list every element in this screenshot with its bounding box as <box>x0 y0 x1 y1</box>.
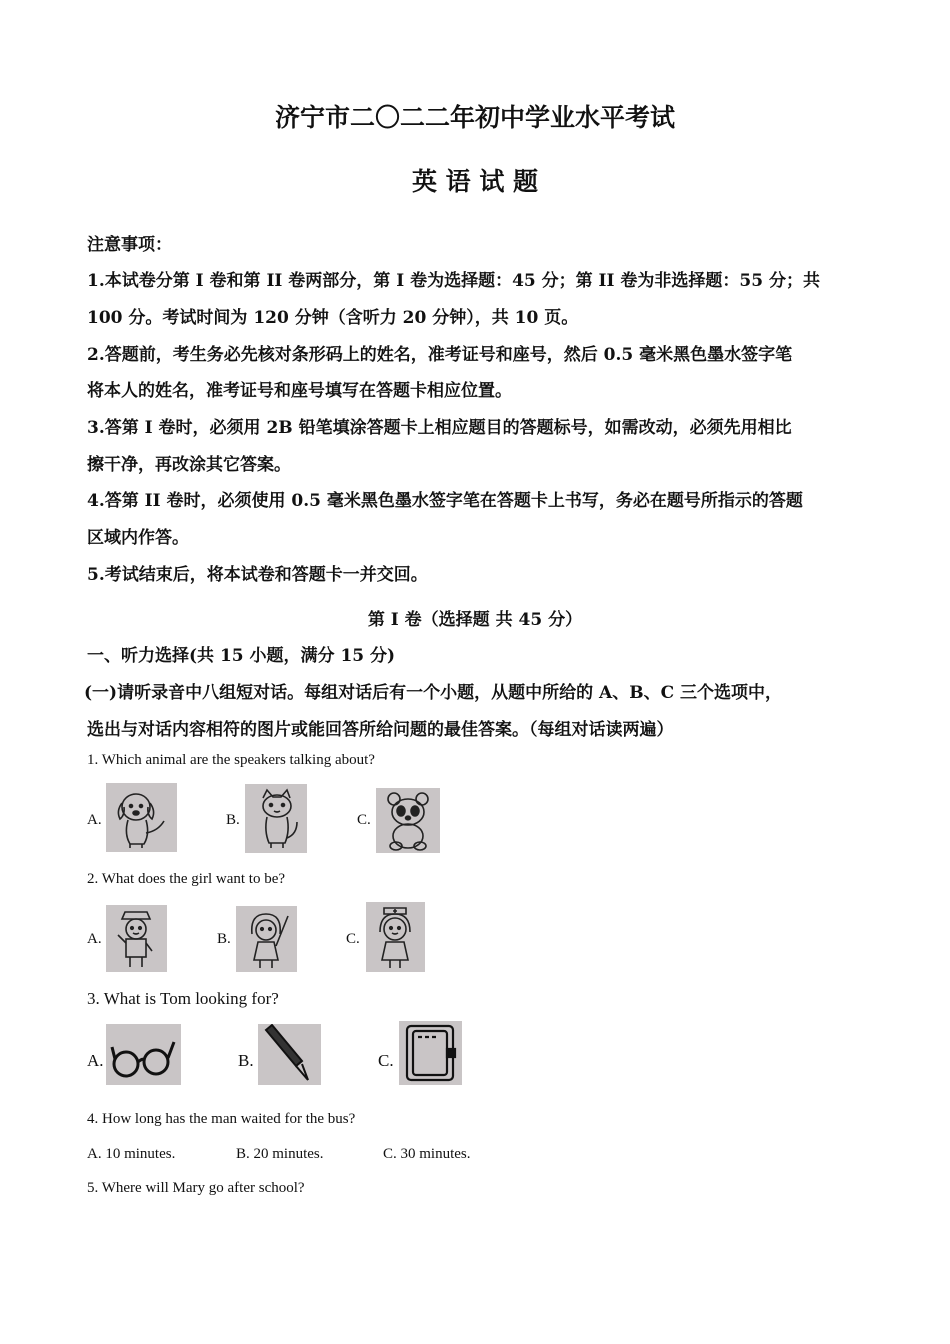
notes-line: 区域内作答。 <box>87 528 189 548</box>
notes-line: 1.本试卷分第 I 卷和第 II 卷两部分，第 I 卷为选择题：45 分；第 II 卷为非选择题：55 分；共 <box>87 271 820 291</box>
notes-line: 4.答第 II 卷时，必须使用 0.5 毫米黑色墨水签字笔在答题卡上书写，务必在题号所指示的答题 <box>87 491 803 511</box>
option-text: A. 10 minutes. <box>87 1146 176 1162</box>
option-label: A. <box>87 812 102 828</box>
cat-icon <box>245 784 307 853</box>
part-title: 一、听力选择(共 15 小题，满分 15 分) <box>87 646 396 666</box>
option-label: C. <box>357 812 371 828</box>
option-label: B. <box>217 931 231 947</box>
question-4: 4. How long has the man waited for the bus? <box>87 1111 356 1127</box>
option-label: C. <box>346 931 360 947</box>
pen-icon <box>258 1024 321 1085</box>
instruction-line: 选出与对话内容相符的图片或能回答所给问题的最佳答案。（每组对话读两遍） <box>87 720 674 740</box>
notes-line: 2.答题前，考生务必先核对条形码上的姓名，准考证号和座号，然后 0.5 毫米黑色墨水签字笔 <box>87 345 793 365</box>
dog-icon <box>106 783 177 852</box>
glasses-icon <box>106 1024 181 1085</box>
notes-line: 100 分。考试时间为 120 分钟（含听力 20 分钟），共 10 页。 <box>87 308 579 328</box>
exam-subtitle: 英 语 试 题 <box>411 167 539 196</box>
notes-line: 将本人的姓名，准考证号和座号填写在答题卡相应位置。 <box>87 381 512 401</box>
question-1: 1. Which animal are the speakers talking about? <box>87 752 375 768</box>
option-label: A. <box>87 1051 104 1070</box>
option-text: B. 20 minutes. <box>236 1146 324 1162</box>
instruction-line: (一)请听录音中八组短对话。每组对话后有一个小题，从题中所给的 A、B、C 三个选项中， <box>84 683 783 703</box>
teacher-icon <box>236 906 297 972</box>
question-3: 3. What is Tom looking for? <box>87 989 279 1008</box>
panda-icon <box>376 788 440 853</box>
notes-line: 擦干净，再改涂其它答案。 <box>87 455 291 475</box>
option-label: A. <box>87 931 102 947</box>
option-text: C. 30 minutes. <box>383 1146 471 1162</box>
question-2: 2. What does the girl want to be? <box>87 871 286 887</box>
notes-heading: 注意事项： <box>87 235 172 255</box>
notebook-icon <box>399 1021 462 1085</box>
nurse-icon <box>366 902 425 972</box>
police-officer-icon <box>106 905 167 972</box>
notes-line: 5.考试结束后，将本试卷和答题卡一并交回。 <box>87 565 428 585</box>
option-label: B. <box>238 1051 254 1070</box>
question-5: 5. Where will Mary go after school? <box>87 1180 305 1196</box>
exam-title: 济宁市二〇二二年初中学业水平考试 <box>274 103 675 132</box>
option-label: B. <box>226 812 240 828</box>
notes-line: 3.答第 I 卷时，必须用 2B 铅笔填涂答题卡上相应题目的答题标号，如需改动，必须先用相比 <box>87 418 792 438</box>
option-label: C. <box>378 1051 394 1070</box>
section-title: 第 I 卷（选择题 共 45 分） <box>367 610 583 630</box>
